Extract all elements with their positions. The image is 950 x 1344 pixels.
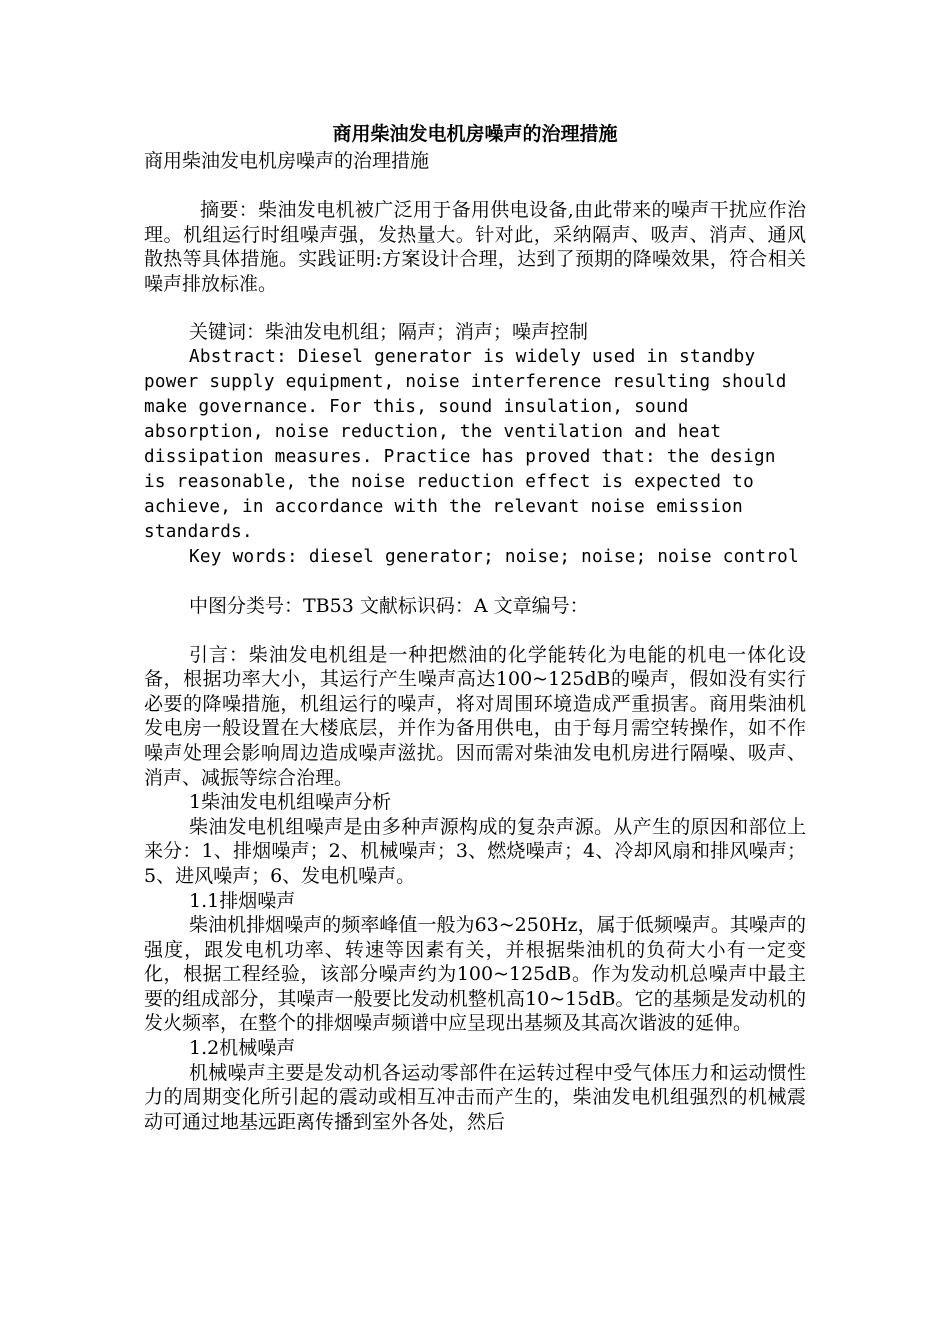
document-page (144, 120, 806, 1134)
section-1-1-heading: 1.1排烟噪声 (189, 889, 296, 912)
section-1-1-body: 柴油机排烟噪声的频率峰值一般为63~250Hz，属于低频噪声。其噪声的强度，跟发电机功率、转速等因素有关，并根据柴油机的负荷大小有一定变化，根据工程经验，该部分噪声约为100~125dB。作为发动机总噪声中最主要的组成部分，其噪声一般要比发动机整机高10~15dB。它的基频是发动机的发火频率，在整个的排烟噪声频谱中应呈现出基频及其高次谐波的延伸。 (144, 914, 806, 1035)
spacer (144, 619, 806, 643)
document-title: 商用柴油发电机房噪声的治理措施 (332, 123, 618, 145)
section-1-body: 柴油发电机组噪声是由多种声源构成的复杂声源。从产生的原因和部位上来分：1、排烟噪声；2、机械噪声；3、燃烧噪声；4、冷却风扇和排风噪声；5、进风噪声；6、发电机噪声。 (144, 815, 806, 887)
classification-line: 中图分类号：TB53 文献标识码：A 文章编号： (189, 594, 589, 617)
keywords-en: Key words: diesel generator; noise; noise; noise control (189, 546, 799, 567)
document-subtitle: 商用柴油发电机房噪声的治理措施 (144, 150, 430, 172)
spacer (144, 296, 806, 320)
keywords-cn: 关键词：柴油发电机组；隔声；消声；噪声控制 (189, 321, 589, 344)
section-1-heading: 1柴油发电机组噪声分析 (189, 791, 392, 814)
intro-paragraph: 引言：柴油发电机组是一种把燃油的化学能转化为电能的机电一体化设备，根据功率大小，其运行产生噪声高达100~125dB的噪声，假如没有实行必要的降噪措施，机组运行的噪声，将对周围环境造成严重损害。商用柴油机发电房一般设置在大楼底层，并作为备用供电，由于每月需空转操作，如不作噪声处理会影响周边造成噪声滋扰。因而需对柴油发电机房进行隔噪、吸声、消声、减振等综合治理。 (144, 643, 806, 789)
abstract-cn: 摘要：柴油发电机被广泛用于备用供电设备,由此带来的噪声干扰应作治理。机组运行时组噪声强，发热量大。针对此，采纳隔声、吸声、消声、通风散热等具体措施。实践证明:方案设计合理，达到了预期的降噪效果，符合相关噪声排放标准。 (144, 199, 806, 295)
abstract-en: Abstract: Diesel generator is widely used in standby power supply equipment, noise interference resulting should make governance. For this, sound insulation, sound absorption, noise reduction, the ventilation and heat dissipation measures. Practice has proved that: the design is reasonable, the noise reduction effect is expected to achieve, in accordance with the relevant noise emission standards. (144, 346, 787, 542)
spacer (144, 570, 806, 594)
section-1-2-heading: 1.2机械噪声 (189, 1037, 296, 1060)
section-1-2-body: 机械噪声主要是发动机各运动零部件在运转过程中受气体压力和运动惯性力的周期变化所引起的震动或相互冲击而产生的，柴油发电机组强烈的机械震动可通过地基远距离传播到室外各处，然后 (144, 1061, 806, 1133)
